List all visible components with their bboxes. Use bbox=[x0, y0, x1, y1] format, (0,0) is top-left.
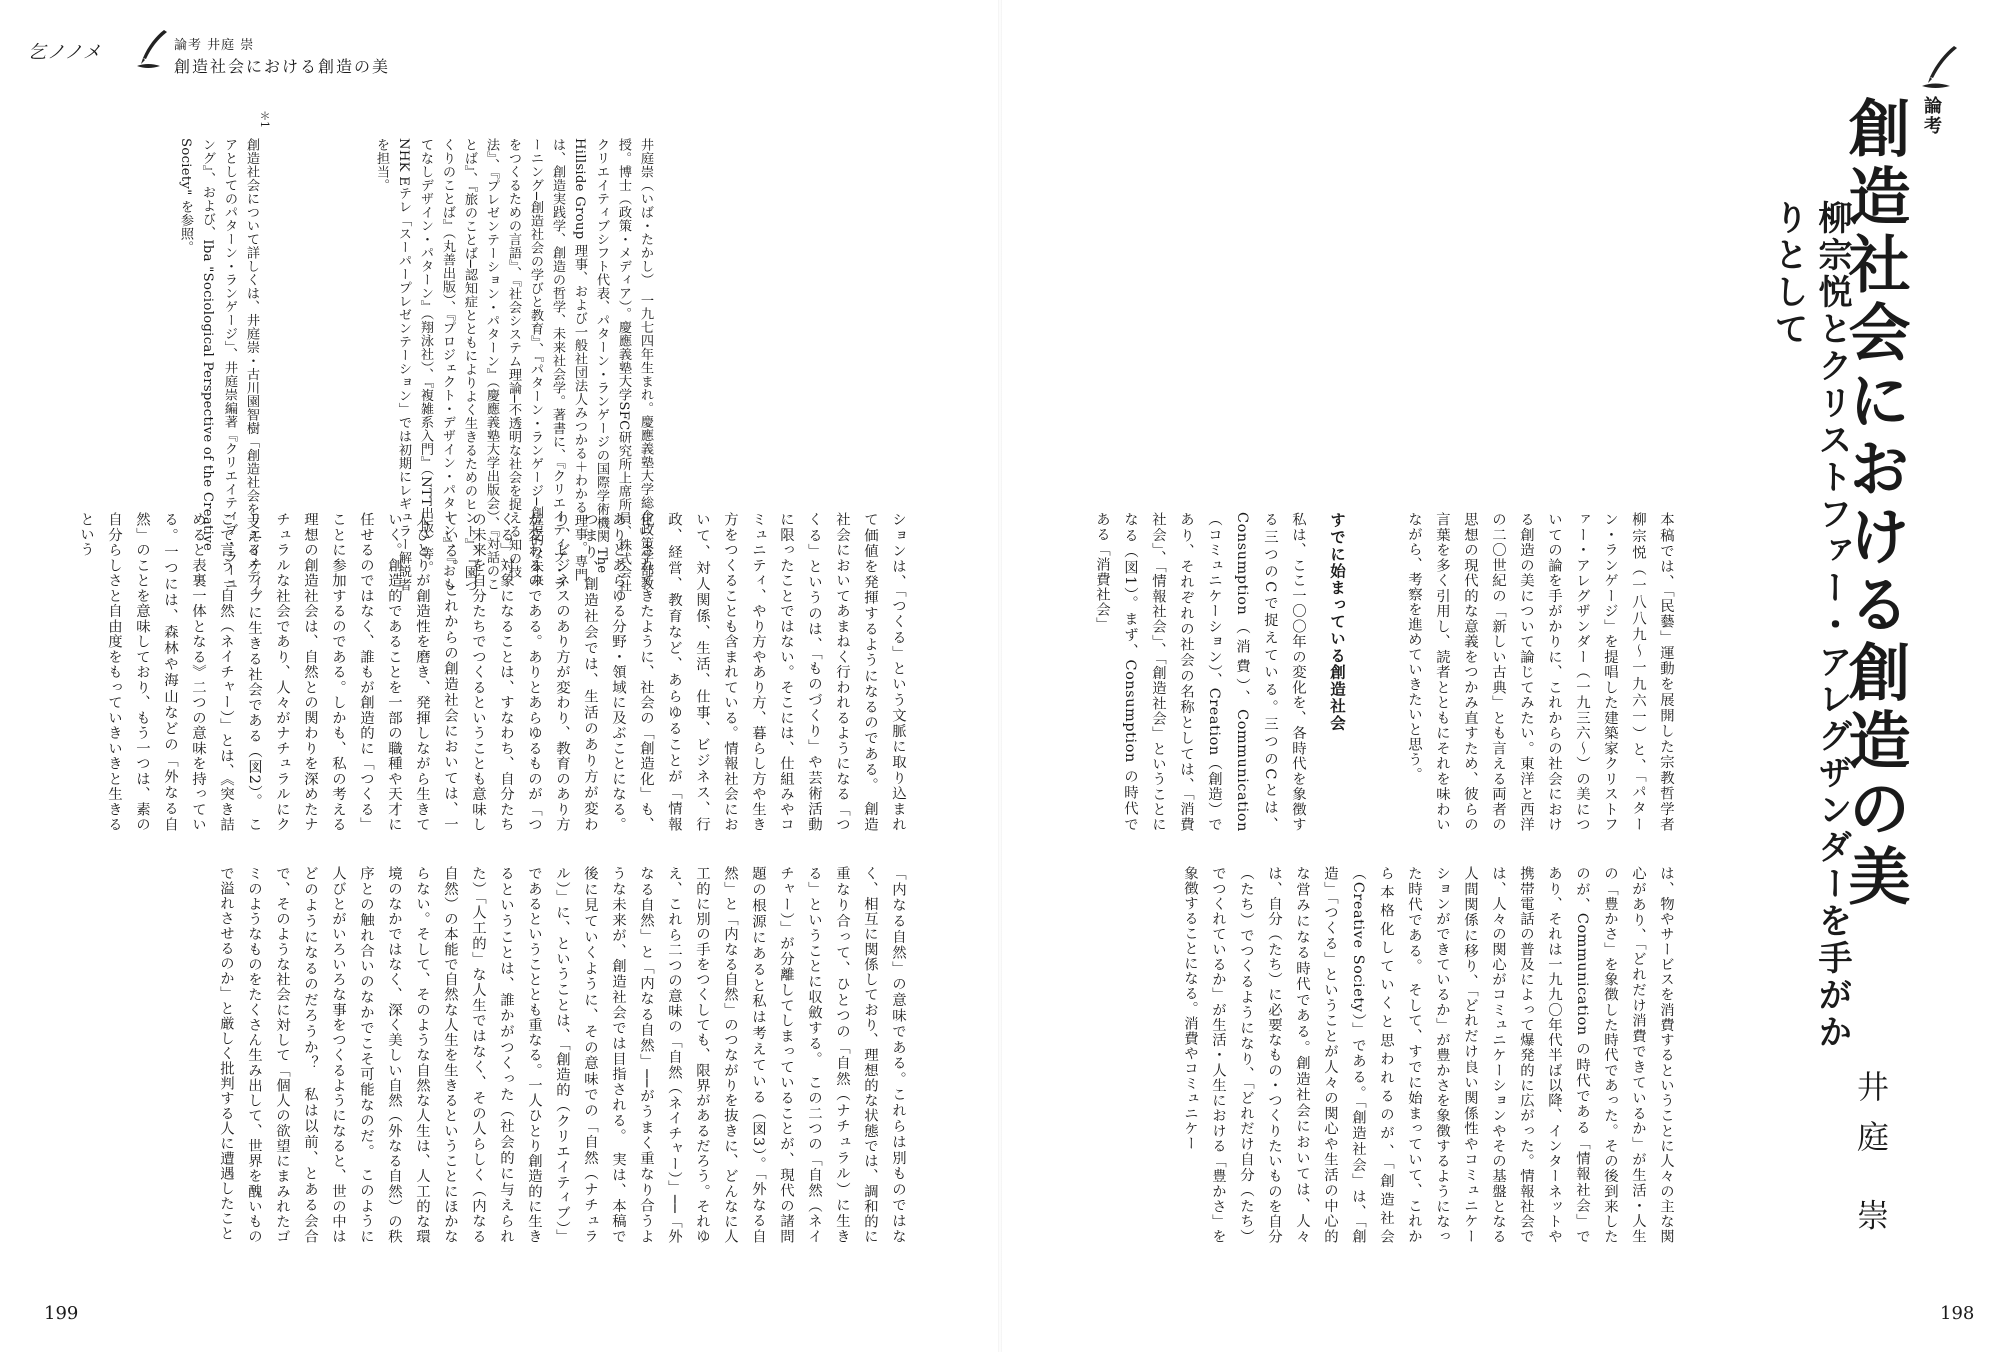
paragraph-creative-society: ションは、「つくる」という文脈に取り込まれて価値を発揮するようになるのである。 創造社会においてあまねく行われるようになる「つくる」というのは、「ものづくり」や芸術活動に限ったことではない。そこには、仕組みやコミュニティ、やり方やあり方、暮らし方や生き方をつくることも含まれている。情報社会において、対人関係、生活、仕事、ビジネス、行政、経営、教育など、あらゆることが「情報化」されてきたように、社会の「創造化」も、ありとあらゆる分野・領域に及ぶことになる。つまり、創造社会では、生活のあり方が変わり、ビジネスのあり方が変わり、教育のあり方が変わるのである。ありとあらゆるものが「つくる」対象になることは、すなわち、自分たちの未来を自分たちでつくるということも意味している。 これからの創造社会においては、一人ひとりが創造性を磨き、発揮しながら生きていく。創造的であることを一部の職種や天才に任せるのではなく、誰もが創造的に「つくる」ことに参加するのである。しかも、私の考える理想の創造社会は、自然との関わりを深めたナチュラルな社会であり、人々がナチュラルにクリエイティブに生きる社会である（図2）。 ここで言う「自然（ネイチャー）」とは、《突き詰めると表裏一体となる》二つの意味を持っている。一つには、森林や海山などの「外なる自然」のことを意味しており、もう一つは、素の自分らしさと自由度をもっていきいきと生きるという bbox=[78, 512, 906, 832]
quill-pen-icon bbox=[134, 28, 170, 70]
author-biography: 井庭崇（いば・たかし） 一九七四年生まれ。慶應義塾大学総合政策学部教授。博士（政策・メディア）。慶應義塾大学SFC研究所上席所員、株式会社クリエイティブシフト代表、パターン・ランゲージの国際学術機関 The Hillside Group 理事、および一般社団法人みつかる＋わかる理事。専門は、創造実践学、創造の哲学、未来社会学。著書に、『クリエイティブ・ラーニング─創造社会の学びと教育』、『パターン・ランゲージ─創造的な未来をつくるための言語』、『社会システム理論─不透明な社会を捉える知の技法』、『プレゼンテーション・パターン』（慶應義塾大学出版会）、『対話のことば』、『旅のことば─認知症とともによりよく生きるためのヒント』、『園づくりのことば』（丸善出版）、『プロジェクト・デザイン・パターン』、『おもてなしデザイン・パターン』（翔泳社）、『複雑系入門』（NTT出版）等。NHK Eテレ「スーパープレゼンテーション」では初期にレギュラー解説者を担当。 bbox=[374, 138, 653, 593]
series-logo: 乞ノノメ bbox=[28, 42, 102, 63]
section-heading: すでに始まっている創造社会 bbox=[1328, 512, 1347, 732]
footnote-marker: ＊1 bbox=[258, 110, 271, 128]
paragraph-three-cs: 私は、ここ一〇〇年の変化を、各時代を象徴する三つのCで捉えている。三つのCとは、Consumption（消費）、Communication（コミュニケーション）、Creation（創造）であり、それぞれの社会の名称としては、「消費社会」、「情報社会」、「創造社会」ということになる（図1）。まず、Consumption の時代である「消費社会」 bbox=[1094, 512, 1306, 832]
page-number-right: 198 bbox=[1940, 1303, 1975, 1324]
article-subtitle: 柳宗悦とクリストファー・アレグザンダーを手がかりとして bbox=[1768, 200, 1852, 1051]
genre-label: 論考 bbox=[1921, 96, 1942, 136]
page-gutter bbox=[998, 0, 1002, 1352]
author-name: 井庭 崇 bbox=[1852, 1070, 1890, 1249]
article-title: 創造社会における創造の美 bbox=[1838, 96, 1911, 912]
footnote-text: 創造社会について詳しくは、井庭崇・古川園智樹「創造社会を支えるメディアとしてのパターン・ランゲージ」、井庭崇編著『クリエイティブ・ラーニング』、および、Iba "Sociological Perspective of the Creative Society" を参照。 bbox=[178, 138, 259, 597]
intro-paragraph: 本稿では、「民藝」運動を展開した宗教哲学者柳宗悦（一八八九〜一九六一）と、「パターン・ランゲージ」を提唱した建築家クリストファー・アレグザンダー（一九三六〜）の美についての論を手がかりに、これからの社会における創造の美について論じてみたい。東洋と西洋の二〇世紀の「新しい古典」とも言える両者の思想の現代的な意義をつかみ直すため、彼らの言葉を多く引用し、読者とともにそれを味わいながら、考察を進めていきたいと思う。 bbox=[1406, 512, 1674, 832]
paragraph-nature: 「内なる自然」の意味である。これらは別ものではなく、相互に関係しており、理想的な状態では、調和的に重なり合って、ひとつの「自然（ナチュラル）に生きる」ということに収斂する。 この二つの「自然（ネイチャー）」が分離してしまっていることが、現代の諸問題の根源にあると私は考えている（図3）。「外なる自然」と「内なる自然」のつながりを抜きに、どんなに人工的に別の手をつくしても、限界があるだろう。それゆえ、これら二つの意味の「自然（ネイチャー）」──「外なる自然」と「内なる自然」──がうまく重なり合うような未来が、創造社会では目指される。 実は、本稿で後に見ていくように、その意味での「自然（ナチュラル）」に、ということは、「創造的（クリエイティブ）」であるということとも重なる。一人ひとり創造的に生きるということは、誰かがつくった（社会的に与えられた）「人工的」な人生ではなく、その人らしく（内なる自然）の本能で自然な人生を生きるということにほかならない。そして、そのような自然な人生は、人工的な環境のなかではなく、深く美しい自然（外なる自然）の秩序との触れ合いのなかでこそ可能なのだ。 このように人びとがいろいろな事をつくるようになると、世の中はどのようになるのだろうか？ 私は以前、とある会合で、そのような社会に対して「個人の欲望にまみれたゴミのようなものをたくさん生み出して、世界を醜いもので溢れさせるのか」と厳しく批判する人に遭遇したこと bbox=[218, 866, 906, 1244]
quill-pen-icon bbox=[1920, 44, 1960, 90]
header-category-author: 論考 井庭 崇 bbox=[174, 38, 255, 53]
paragraph-consumption-communication: は、物やサービスを消費するということに人々の主な関心があり、「どれだけ消費できているか」が生活・人生の「豊かさ」を象徴した時代であった。その後到来したのが、Communication の時代である「情報社会」であり、それは一九九〇年代半ば以降、インターネットや携帯電話の普及によって爆発的に広がった。情報社会では、人々の関心がコミュニケーションやその基盤となる人間関係に移り、「どれだけ良い関係性やコミュニケーションができているか」が豊かさを象徴するようになった時代である。 そして、すでに始まっていて、これから本格化していくと思われるのが、「創造社会（Creative Society）」である。「創造社会」は、「創造」「つくる」ということが人々の関心や生活の中心的な営みになる時代である。創造社会においては、人々は、自分（たち）に必要なもの・つくりたいものを自分（たち）でつくるようになり、「どれだけ自分（たち）でつくれているか」が生活・人生における「豊かさ」を象徴することになる。消費やコミュニケー bbox=[1182, 866, 1674, 1244]
header-running-title: 創造社会における創造の美 bbox=[174, 57, 391, 76]
page-number-left: 199 bbox=[44, 1303, 79, 1324]
